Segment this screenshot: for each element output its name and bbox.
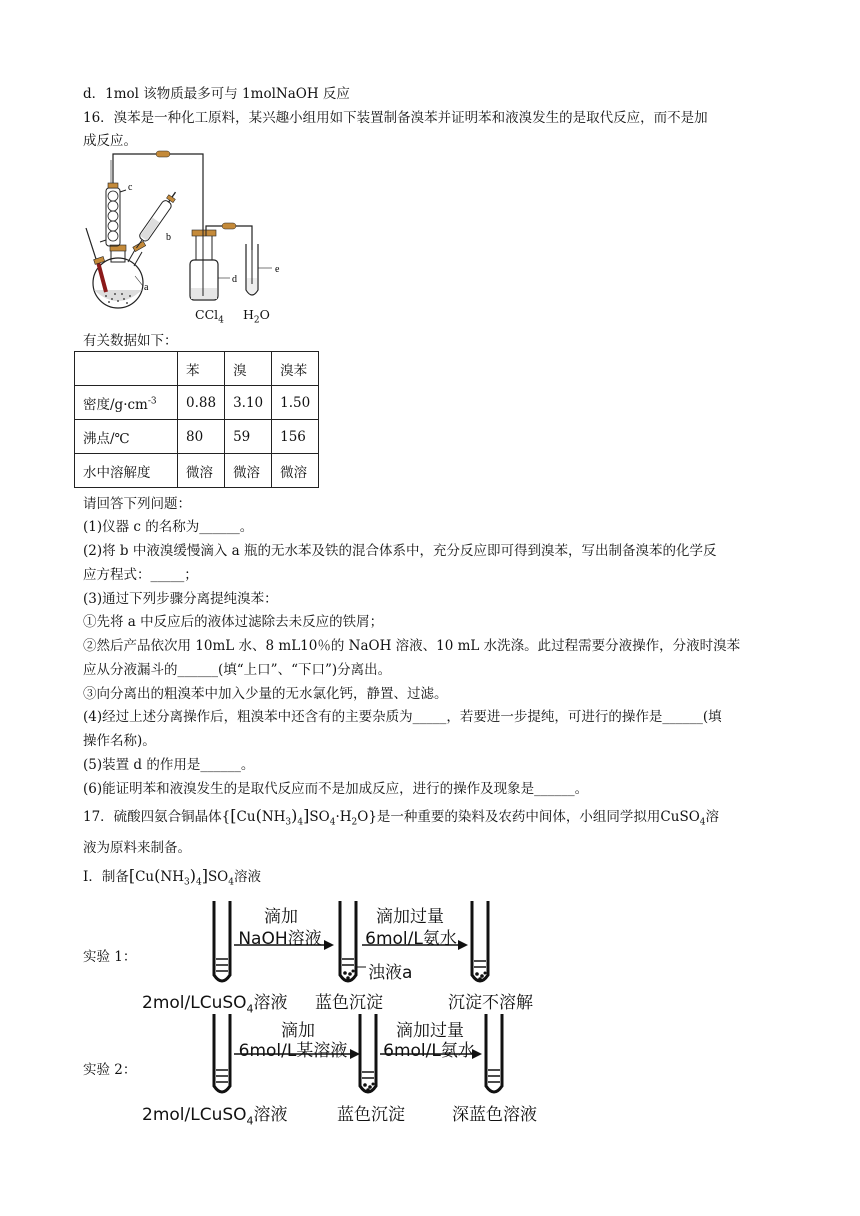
exp1-arrow2-bottom: 6mol/L氨水 — [365, 929, 457, 949]
q16-part1: (1)仪器 c 的名称为______。 — [83, 519, 254, 535]
q16-part3: (3)通过下列步骤分离提纯溴苯： — [83, 591, 278, 607]
q17-part1-heading: Ⅰ．制备$[Cu(NH_3)_4]SO_4$溶液 — [83, 866, 261, 888]
q16-part4-line1: (4)经过上述分离操作后，粗溴苯中还含有的主要杂质为_____，若要进一步提纯，可进行的操作是______(填 — [83, 709, 722, 725]
exp2-arrow2-top: 滴加过量 — [396, 1021, 464, 1041]
physical-data-table — [74, 351, 319, 488]
q16-prompt: 请回答下列问题： — [83, 496, 191, 512]
q17-stem-line2: 液为原料来制备。 — [83, 840, 191, 856]
exp2-caption2: 蓝色沉淀 — [337, 1105, 405, 1125]
exp2-label: 实验 2： — [83, 1062, 137, 1078]
q17-stem-line1: 17．硫酸四氨合铜晶体$\{[Cu(NH_3)_4]SO_4\cdot H_2O\}$是一种重要的染料及农药中间体，小组同学拟用CuSO$_4$溶 — [83, 806, 719, 828]
exp1-label: 实验 1： — [83, 949, 137, 965]
q16-part3-step3: ③向分离出的粗溴苯中加入少量的无水氯化钙，静置、过滤。 — [83, 686, 448, 702]
label-a: a — [144, 282, 149, 293]
q16-stem-line2: 成反应。 — [83, 133, 137, 149]
exp2-arrow2-bottom: 6mol/L氨水 — [383, 1041, 475, 1061]
table-row: 密度$/g\cdot cm^{-3}$ 0.88 3.10 1.50 — [75, 386, 319, 420]
q16-part2-line2: 应方程式：_____； — [83, 567, 198, 583]
exp1-arrow1-top: 滴加 — [264, 907, 298, 927]
q16-part2-line1: (2)将 b 中液溴缓慢滴入 a 瓶的无水苯及铁的混合体系中，充分反应即可得到溴苯，写出制备溴苯的化学反 — [83, 543, 717, 559]
exp2-caption1: 2mol/LCuSO$_4$溶液 — [142, 1105, 288, 1128]
exp1-turbid-label: 浊液a — [368, 963, 413, 983]
q16-part3-step2-line1: ②然后产品依次用 10mL 水、8 mL10％的 NaOH 溶液、10 mL 水洗涤。此过程需要分液操作，分液时溴苯 — [83, 638, 741, 654]
label-c: c — [128, 182, 133, 193]
table-row: 水中溶解度 微溶 微溶 微溶 — [75, 454, 319, 488]
label-d: d — [232, 274, 237, 285]
exp2-arrow1-top: 滴加 — [281, 1021, 315, 1041]
ccl4-label: CCl$_4$ — [195, 307, 224, 326]
exp1-caption3: 沉淀不溶解 — [448, 993, 533, 1013]
h2o-label: $H_2O$ — [243, 307, 270, 326]
q16-part4-line2: 操作名称)。 — [83, 733, 156, 749]
table-row: 苯 溴 溴苯 — [75, 352, 319, 386]
exp2-arrow1-bottom: 6mol/L某溶液 — [238, 1041, 348, 1061]
table-row: 沸点/℃ 80 59 156 — [75, 420, 319, 454]
q16-part3-step2-line2: 应从分液漏斗的______(填“上口”、“下口”)分离出。 — [83, 662, 392, 678]
q16-stem-line1: 16．溴苯是一种化工原料，某兴趣小组用如下装置制备溴苯并证明苯和液溴发生的是取代反应，而不是加 — [83, 110, 708, 126]
exp2-caption3: 深蓝色溶液 — [452, 1105, 537, 1125]
exp1-arrow1-bottom: NaOH溶液 — [238, 929, 322, 949]
exp1-arrow2-top: 滴加过量 — [376, 907, 444, 927]
label-e: e — [275, 264, 280, 275]
q16-part3-step1: ①先将 a 中反应后的液体过滤除去未反应的铁屑； — [83, 614, 384, 630]
exp1-caption1: 2mol/LCuSO$_4$溶液 — [142, 993, 288, 1016]
bromobenzene-apparatus-diagram — [78, 150, 298, 325]
q15-option-d: d．1mol 该物质最多可与 1molNaOH 反应 — [83, 86, 350, 102]
q16-part6: (6)能证明苯和液溴发生的是取代反应而不是加成反应，进行的操作及现象是______。 — [83, 781, 589, 797]
label-b: b — [166, 232, 171, 243]
q16-part5: (5)装置 d 的作用是______。 — [83, 757, 255, 773]
data-intro: 有关数据如下： — [83, 333, 178, 349]
exp1-caption2: 蓝色沉淀 — [315, 993, 383, 1013]
